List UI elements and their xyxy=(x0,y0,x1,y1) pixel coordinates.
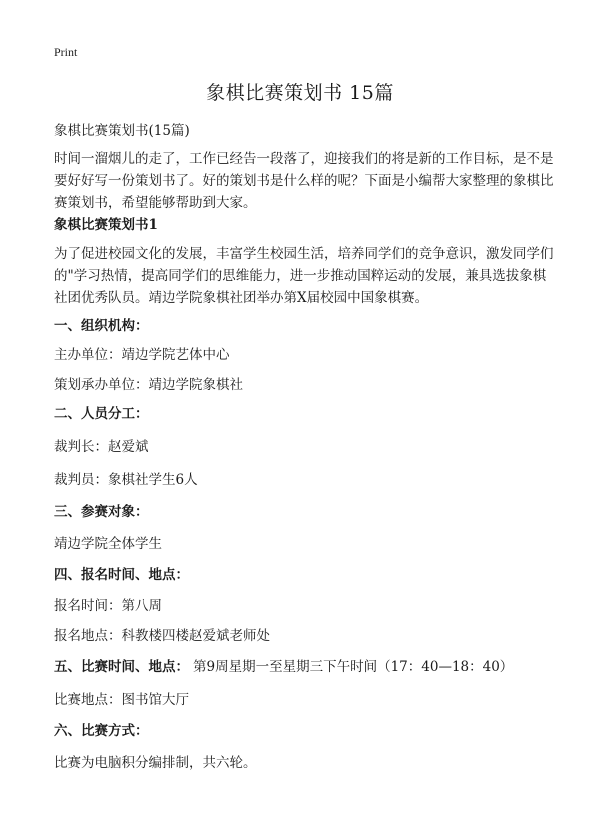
document-subtitle: 象棋比赛策划书(15篇) xyxy=(54,123,190,139)
match-time-line xyxy=(54,656,554,678)
print-link[interactable]: Print xyxy=(54,45,78,59)
signup-place-line: 报名地点：科教楼四楼赵爱斌老师处 xyxy=(54,628,270,644)
format-line: 比赛为电脑积分编排制，共六轮。 xyxy=(54,755,257,771)
section-title: 象棋比赛策划书1 xyxy=(54,217,158,233)
signup-time-line: 报名时间：第八周 xyxy=(54,598,162,614)
heading-participants: 三、参赛对象： xyxy=(54,504,149,520)
document-title: 象棋比赛策划书 15篇 xyxy=(206,82,394,104)
heading-staff: 二、人员分工： xyxy=(54,406,149,422)
heading-match: 五、比赛时间、地点： xyxy=(54,659,189,675)
section-intro-paragraph: 为了促进校园文化的发展，丰富学生校园生活，培养同学们的竞争意识，激发同学们的"学习热情，提高同学们的思维能力，进一步推动国粹运动的发展，兼具选拔象棋社团优秀队员。靖边学院象棋社团举办第X届校园中国象棋赛。 xyxy=(54,246,554,306)
participants-line: 靖边学院全体学生 xyxy=(54,536,162,552)
referees-line: 裁判员：象棋社学生6人 xyxy=(54,472,198,488)
chief-referee-line: 裁判长：赵爱斌 xyxy=(54,439,149,455)
match-place-line: 比赛地点：图书馆大厅 xyxy=(54,692,189,708)
heading-organization: 一、组织机构： xyxy=(54,318,149,334)
heading-format: 六、比赛方式： xyxy=(54,723,149,739)
organizer-line: 主办单位：靖边学院艺体中心 xyxy=(54,347,230,363)
match-time-value: 第9周星期一至星期三下午时间（17：40—18：40） xyxy=(193,659,514,675)
heading-signup: 四、报名时间、地点： xyxy=(54,567,189,583)
undertaker-line: 策划承办单位：靖边学院象棋社 xyxy=(54,377,243,393)
intro-paragraph: 时间一溜烟儿的走了，工作已经告一段落了，迎接我们的将是新的工作目标，是不是要好好写一份策划书了。好的策划书是什么样的呢？下面是小编帮大家整理的象棋比赛策划书，希望能够帮助到大家。 xyxy=(54,151,554,211)
